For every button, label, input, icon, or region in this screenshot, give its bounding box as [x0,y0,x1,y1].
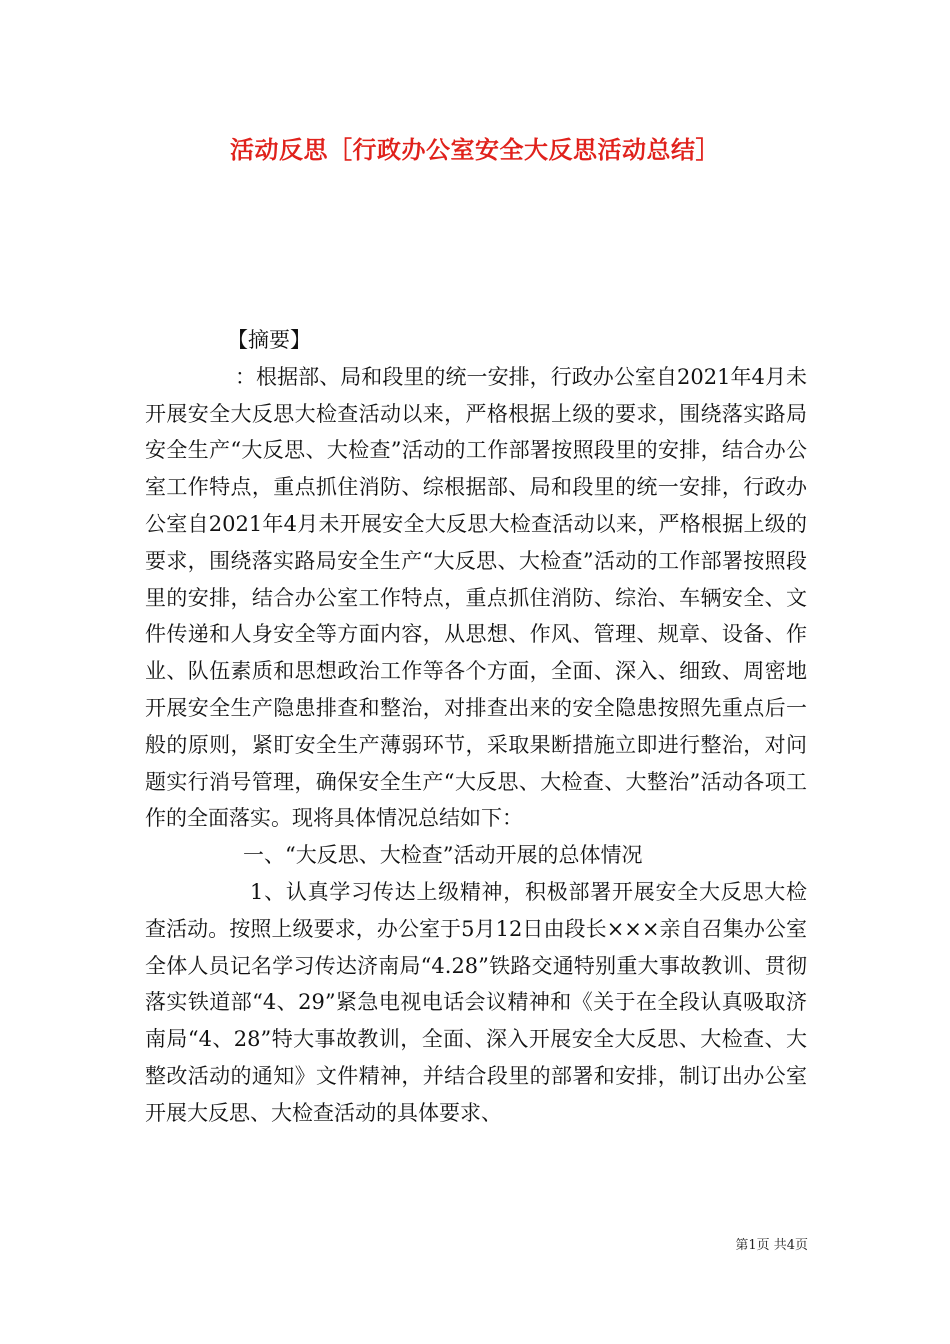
item-paragraph-1: 1、认真学习传达上级精神，积极部署开展安全大反思大检查活动。按照上级要求，办公室于5月12日由段长×××亲自召集办公室全体人员记名学习传达济南局“4.28”铁路交通特别重大事故教训、贯彻落实铁道部“4、29”紧急电视电话会议精神和《关于在全段认真吸取济南局“4、28”特大事故教训，全面、深入开展安全大反思、大检查、大整改活动的通知》文件精神，并结合段里的部署和安排，制订出办公室开展大反思、大检查活动的具体要求、 [145,879,807,1125]
document-body [145,322,807,1132]
document-title: 活动反思［行政办公室安全大反思活动总结］ [230,135,720,164]
section-heading: 一、“大反思、大检查”活动开展的总体情况 [243,843,643,868]
page-number: 第1页 共4页 [735,1238,808,1253]
summary-paragraph: ：根据部、局和段里的统一安排，行政办公室自2021年4月未开展安全大反思大检查活动以来，严格根据上级的要求，围绕落实路局安全生产“大反思、大检查”活动的工作部署按照段里的安排，结合办公室工作特点，重点抓住消防、综根据部、局和段里的统一安排，行政办公室自2021年4月未开展安全大反思大检查活动以来，严格根据上级的要求，围绕落实路局安全生产“大反思、大检查”活动的工作部署按照段里的安排，结合办公室工作特点，重点抓住消防、综治、车辆安全、文件传递和人身安全等方面内容，从思想、作风、管理、规章、设备、作业、队伍素质和思想政治工作等各个方面，全面、深入、细致、周密地开展安全生产隐患排查和整治，对排查出来的安全隐患按照先重点后一般的原则，紧盯安全生产薄弱环节，采取果断措施立即进行整治，对问题实行消号管理，确保安全生产“大反思、大检查、大整治”活动各项工作的全面落实。现将具体情况总结如下： [145,364,807,831]
summary-label: 【摘要】 [227,328,311,352]
